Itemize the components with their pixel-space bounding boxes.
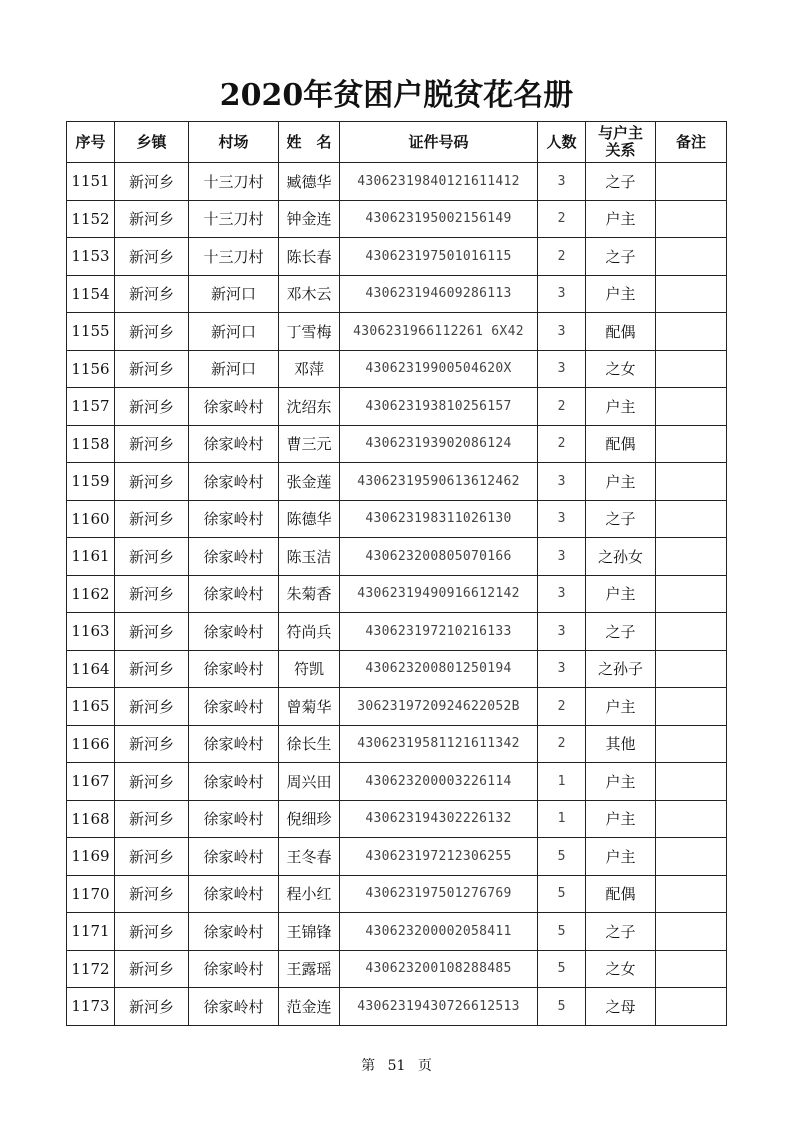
cell-remark <box>656 725 727 763</box>
cell-id-number: 43062319900504620X <box>340 350 538 388</box>
cell-township: 新河乡 <box>115 763 189 801</box>
poverty-roster-table <box>66 121 727 1026</box>
cell-name: 徐长生 <box>279 725 340 763</box>
cell-township: 新河乡 <box>115 725 189 763</box>
table-row <box>67 163 727 201</box>
cell-village: 徐家岭村 <box>189 725 279 763</box>
cell-id-number: 430623195002156149 <box>340 200 538 238</box>
cell-remark <box>656 575 727 613</box>
cell-township: 新河乡 <box>115 538 189 576</box>
cell-seq: 1167 <box>67 763 115 801</box>
cell-count: 2 <box>538 688 586 726</box>
cell-remark <box>656 613 727 651</box>
cell-seq: 1159 <box>67 463 115 501</box>
table-row <box>67 350 727 388</box>
cell-village: 新河口 <box>189 275 279 313</box>
cell-id-number: 43062319590613612462 <box>340 463 538 501</box>
cell-name: 邓木云 <box>279 275 340 313</box>
cell-name: 范金连 <box>279 988 340 1026</box>
table-row <box>67 425 727 463</box>
cell-township: 新河乡 <box>115 388 189 426</box>
cell-name: 王锦锋 <box>279 913 340 951</box>
header-name: 姓 名 <box>279 122 340 163</box>
table-row <box>67 313 727 351</box>
cell-village: 徐家岭村 <box>189 538 279 576</box>
cell-township: 新河乡 <box>115 650 189 688</box>
cell-relation: 之子 <box>586 913 656 951</box>
cell-township: 新河乡 <box>115 163 189 201</box>
cell-seq: 1161 <box>67 538 115 576</box>
cell-relation: 之子 <box>586 163 656 201</box>
cell-township: 新河乡 <box>115 800 189 838</box>
table-header-row <box>67 122 727 163</box>
cell-name: 朱菊香 <box>279 575 340 613</box>
cell-seq: 1151 <box>67 163 115 201</box>
cell-name: 沈绍东 <box>279 388 340 426</box>
table-row <box>67 763 727 801</box>
cell-relation: 配偶 <box>586 875 656 913</box>
cell-id-number: 430623200002058411 <box>340 913 538 951</box>
cell-township: 新河乡 <box>115 950 189 988</box>
cell-count: 5 <box>538 950 586 988</box>
cell-township: 新河乡 <box>115 613 189 651</box>
cell-seq: 1155 <box>67 313 115 351</box>
cell-township: 新河乡 <box>115 575 189 613</box>
header-remark: 备注 <box>656 122 727 163</box>
table-row <box>67 913 727 951</box>
cell-remark <box>656 388 727 426</box>
header-id-number: 证件号码 <box>340 122 538 163</box>
cell-relation: 户主 <box>586 688 656 726</box>
cell-village: 徐家岭村 <box>189 913 279 951</box>
cell-id-number: 430623197212306255 <box>340 838 538 876</box>
cell-name: 程小红 <box>279 875 340 913</box>
cell-seq: 1152 <box>67 200 115 238</box>
header-village: 村场 <box>189 122 279 163</box>
cell-count: 5 <box>538 988 586 1026</box>
cell-township: 新河乡 <box>115 838 189 876</box>
cell-count: 3 <box>538 538 586 576</box>
header-seq: 序号 <box>67 122 115 163</box>
cell-seq: 1156 <box>67 350 115 388</box>
cell-id-number: 430623194609286113 <box>340 275 538 313</box>
cell-seq: 1164 <box>67 650 115 688</box>
cell-village: 徐家岭村 <box>189 988 279 1026</box>
cell-relation: 之女 <box>586 950 656 988</box>
cell-village: 徐家岭村 <box>189 650 279 688</box>
cell-count: 5 <box>538 838 586 876</box>
cell-township: 新河乡 <box>115 500 189 538</box>
cell-township: 新河乡 <box>115 200 189 238</box>
header-relation: 与户主 关系 <box>586 122 656 163</box>
table-row <box>67 200 727 238</box>
cell-relation: 其他 <box>586 725 656 763</box>
cell-name: 王冬春 <box>279 838 340 876</box>
table-row <box>67 463 727 501</box>
cell-seq: 1163 <box>67 613 115 651</box>
cell-seq: 1170 <box>67 875 115 913</box>
cell-count: 2 <box>538 725 586 763</box>
cell-count: 1 <box>538 763 586 801</box>
cell-id-number: 430623200801250194 <box>340 650 538 688</box>
cell-remark <box>656 500 727 538</box>
table-body <box>67 163 727 1026</box>
cell-remark <box>656 163 727 201</box>
cell-count: 5 <box>538 913 586 951</box>
cell-count: 3 <box>538 500 586 538</box>
cell-name: 王露瑶 <box>279 950 340 988</box>
cell-count: 3 <box>538 313 586 351</box>
table-row <box>67 688 727 726</box>
cell-relation: 户主 <box>586 463 656 501</box>
cell-id-number: 4306231966112261 6X42 <box>340 313 538 351</box>
cell-relation: 户主 <box>586 275 656 313</box>
cell-seq: 1154 <box>67 275 115 313</box>
cell-seq: 1168 <box>67 800 115 838</box>
cell-id-number: 430623200108288485 <box>340 950 538 988</box>
cell-relation: 配偶 <box>586 425 656 463</box>
cell-count: 3 <box>538 650 586 688</box>
cell-name: 陈长春 <box>279 238 340 276</box>
cell-township: 新河乡 <box>115 988 189 1026</box>
cell-township: 新河乡 <box>115 688 189 726</box>
page-number: 51 <box>387 1058 406 1074</box>
cell-village: 徐家岭村 <box>189 950 279 988</box>
cell-village: 新河口 <box>189 350 279 388</box>
cell-remark <box>656 313 727 351</box>
cell-count: 3 <box>538 613 586 651</box>
cell-count: 2 <box>538 200 586 238</box>
cell-remark <box>656 913 727 951</box>
cell-relation: 户主 <box>586 838 656 876</box>
cell-id-number: 430623197501276769 <box>340 875 538 913</box>
cell-count: 3 <box>538 350 586 388</box>
cell-township: 新河乡 <box>115 425 189 463</box>
cell-id-number: 43062319581121611342 <box>340 725 538 763</box>
cell-id-number: 430623193810256157 <box>340 388 538 426</box>
cell-count: 2 <box>538 425 586 463</box>
cell-seq: 1166 <box>67 725 115 763</box>
table-row <box>67 875 727 913</box>
cell-id-number: 430623197501016115 <box>340 238 538 276</box>
table-row <box>67 538 727 576</box>
cell-township: 新河乡 <box>115 875 189 913</box>
cell-id-number: 43062319490916612142 <box>340 575 538 613</box>
cell-remark <box>656 988 727 1026</box>
cell-seq: 1172 <box>67 950 115 988</box>
cell-id-number: 430623200805070166 <box>340 538 538 576</box>
cell-relation: 之子 <box>586 500 656 538</box>
cell-name: 周兴田 <box>279 763 340 801</box>
table-row <box>67 238 727 276</box>
cell-remark <box>656 350 727 388</box>
cell-village: 徐家岭村 <box>189 763 279 801</box>
cell-seq: 1165 <box>67 688 115 726</box>
cell-village: 徐家岭村 <box>189 500 279 538</box>
cell-village: 徐家岭村 <box>189 575 279 613</box>
cell-name: 曹三元 <box>279 425 340 463</box>
cell-village: 十三刀村 <box>189 200 279 238</box>
cell-village: 徐家岭村 <box>189 388 279 426</box>
cell-remark <box>656 650 727 688</box>
cell-relation: 配偶 <box>586 313 656 351</box>
cell-name: 符尚兵 <box>279 613 340 651</box>
cell-relation: 之子 <box>586 238 656 276</box>
cell-id-number: 430623197210216133 <box>340 613 538 651</box>
cell-remark <box>656 875 727 913</box>
page-prefix: 第 <box>361 1058 376 1074</box>
cell-count: 1 <box>538 800 586 838</box>
cell-id-number: 3062319720924622052B <box>340 688 538 726</box>
document-title: 2020年贫困户脱贫花名册 <box>219 78 574 113</box>
page-suffix: 页 <box>417 1058 432 1074</box>
cell-relation: 户主 <box>586 200 656 238</box>
header-township: 乡镇 <box>115 122 189 163</box>
cell-relation: 之子 <box>586 613 656 651</box>
cell-remark <box>656 200 727 238</box>
cell-count: 3 <box>538 163 586 201</box>
table-row <box>67 613 727 651</box>
cell-name: 邓萍 <box>279 350 340 388</box>
cell-seq: 1160 <box>67 500 115 538</box>
table-row <box>67 800 727 838</box>
table-row <box>67 838 727 876</box>
table-row <box>67 275 727 313</box>
cell-seq: 1153 <box>67 238 115 276</box>
table-row <box>67 725 727 763</box>
cell-seq: 1162 <box>67 575 115 613</box>
cell-remark <box>656 950 727 988</box>
cell-village: 新河口 <box>189 313 279 351</box>
cell-relation: 之母 <box>586 988 656 1026</box>
cell-township: 新河乡 <box>115 313 189 351</box>
cell-name: 钟金连 <box>279 200 340 238</box>
cell-relation: 户主 <box>586 388 656 426</box>
cell-id-number: 430623194302226132 <box>340 800 538 838</box>
cell-township: 新河乡 <box>115 275 189 313</box>
cell-village: 徐家岭村 <box>189 425 279 463</box>
table-row <box>67 575 727 613</box>
cell-name: 符凯 <box>279 650 340 688</box>
cell-relation: 之孙子 <box>586 650 656 688</box>
cell-count: 5 <box>538 875 586 913</box>
cell-name: 曾菊华 <box>279 688 340 726</box>
cell-seq: 1157 <box>67 388 115 426</box>
cell-village: 徐家岭村 <box>189 613 279 651</box>
cell-village: 十三刀村 <box>189 238 279 276</box>
cell-relation: 户主 <box>586 763 656 801</box>
cell-relation: 户主 <box>586 800 656 838</box>
cell-township: 新河乡 <box>115 913 189 951</box>
cell-relation: 之孙女 <box>586 538 656 576</box>
cell-name: 张金莲 <box>279 463 340 501</box>
table-row <box>67 988 727 1026</box>
cell-remark <box>656 463 727 501</box>
cell-remark <box>656 838 727 876</box>
cell-remark <box>656 238 727 276</box>
table-row <box>67 500 727 538</box>
cell-id-number: 430623198311026130 <box>340 500 538 538</box>
table-row <box>67 950 727 988</box>
cell-relation: 户主 <box>586 575 656 613</box>
cell-id-number: 43062319840121611412 <box>340 163 538 201</box>
cell-name: 倪细珍 <box>279 800 340 838</box>
table-row <box>67 650 727 688</box>
cell-remark <box>656 763 727 801</box>
cell-village: 徐家岭村 <box>189 875 279 913</box>
cell-id-number: 430623193902086124 <box>340 425 538 463</box>
cell-seq: 1158 <box>67 425 115 463</box>
page-footer <box>0 1055 793 1075</box>
cell-township: 新河乡 <box>115 463 189 501</box>
cell-seq: 1173 <box>67 988 115 1026</box>
cell-remark <box>656 800 727 838</box>
cell-village: 徐家岭村 <box>189 800 279 838</box>
cell-relation: 之女 <box>586 350 656 388</box>
cell-name: 丁雪梅 <box>279 313 340 351</box>
cell-id-number: 430623200003226114 <box>340 763 538 801</box>
cell-name: 臧德华 <box>279 163 340 201</box>
cell-village: 十三刀村 <box>189 163 279 201</box>
cell-seq: 1171 <box>67 913 115 951</box>
cell-name: 陈德华 <box>279 500 340 538</box>
cell-seq: 1169 <box>67 838 115 876</box>
cell-count: 2 <box>538 388 586 426</box>
cell-remark <box>656 688 727 726</box>
cell-village: 徐家岭村 <box>189 463 279 501</box>
cell-village: 徐家岭村 <box>189 688 279 726</box>
cell-id-number: 43062319430726612513 <box>340 988 538 1026</box>
cell-count: 3 <box>538 575 586 613</box>
cell-remark <box>656 425 727 463</box>
cell-count: 3 <box>538 275 586 313</box>
cell-village: 徐家岭村 <box>189 838 279 876</box>
table-row <box>67 388 727 426</box>
cell-remark <box>656 538 727 576</box>
cell-remark <box>656 275 727 313</box>
cell-name: 陈玉洁 <box>279 538 340 576</box>
cell-township: 新河乡 <box>115 350 189 388</box>
cell-count: 2 <box>538 238 586 276</box>
header-count: 人数 <box>538 122 586 163</box>
cell-township: 新河乡 <box>115 238 189 276</box>
cell-count: 3 <box>538 463 586 501</box>
